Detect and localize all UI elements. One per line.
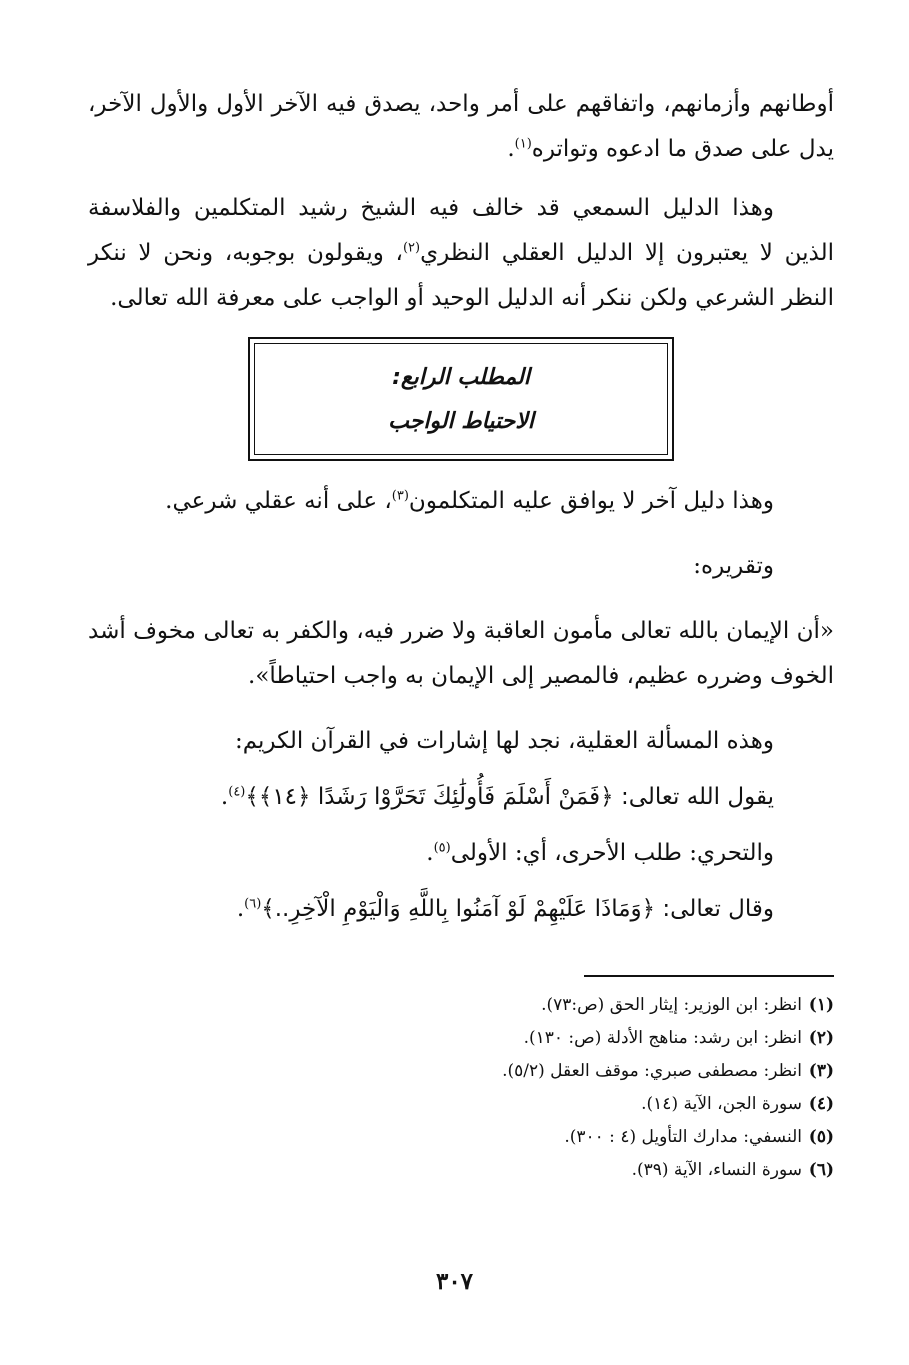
footnote-item bbox=[88, 989, 834, 1022]
footnote-number: (٢) bbox=[808, 1028, 834, 1048]
section-heading-title: المطلب الرابع: bbox=[392, 365, 530, 390]
footnote-text: انظر: مصطفى صبري: موقف العقل (٥/٢). bbox=[502, 1061, 802, 1081]
section-heading-box bbox=[248, 337, 674, 461]
taqrir-label: وتقريره: bbox=[693, 553, 774, 579]
footnotes-section bbox=[88, 975, 834, 1187]
page-number: ٣٠٧ bbox=[435, 1268, 474, 1295]
footnote-item bbox=[88, 1154, 834, 1187]
book-page bbox=[88, 82, 834, 1187]
line-tail: . bbox=[236, 896, 245, 922]
paragraph-sam-i-evidence bbox=[88, 186, 834, 321]
paragraph-intro bbox=[88, 479, 834, 524]
footnote-text: انظر: ابن الوزير: إيثار الحق (ص:٧٣). bbox=[541, 995, 802, 1015]
footnote-ref[interactable]: (٣) bbox=[391, 488, 409, 504]
footnote-ref[interactable]: (٥) bbox=[433, 840, 451, 856]
paragraph-text: وهذا الدليل السمعي قد خالف فيه الشيخ رشيد المتكلمين والفلاسفة الذين لا يعتبرون إلا الدليل العقلي النظري bbox=[88, 195, 834, 266]
quran-line bbox=[88, 769, 834, 825]
footnote-item bbox=[88, 1088, 834, 1121]
footnote-item bbox=[88, 1055, 834, 1088]
footnote-ref[interactable]: (٢) bbox=[402, 240, 421, 256]
footnote-ref[interactable]: (٤) bbox=[228, 784, 246, 800]
quran-line bbox=[88, 881, 834, 937]
footnote-text: سورة النساء، الآية (٣٩). bbox=[631, 1160, 802, 1180]
footnote-number: (٤) bbox=[808, 1094, 834, 1114]
footnote-text: انظر: ابن رشد: مناهج الأدلة (ص: ١٣٠). bbox=[523, 1028, 802, 1048]
paragraph-continuation bbox=[88, 82, 834, 172]
paragraph-tail: ، على أنه عقلي شرعي. bbox=[165, 488, 392, 514]
section-heading-inner bbox=[254, 343, 668, 455]
paragraph-tail: . bbox=[507, 136, 515, 162]
line-tail: . bbox=[426, 840, 434, 866]
footnote-number: (٥) bbox=[808, 1127, 834, 1147]
footnote-ref[interactable]: (١) bbox=[514, 136, 532, 152]
quote-paragraph: «أن الإيمان بالله تعالى مأمون العاقبة ولا ضرر فيه، والكفر به تعالى مخوف أشد الخوف وضرره عظيم، فالمصير إلى الإيمان به واجب احتياطاً». bbox=[88, 618, 834, 689]
paragraph-text: أوطانهم وأزمانهم، واتفاقهم على أمر واحد، يصدق فيه الآخر الأول والأول الآخر، يدل على صدق ما ادعوه وتواتره bbox=[88, 91, 834, 162]
footnote-number: (١) bbox=[808, 995, 834, 1015]
line-text: وهذه المسألة العقلية، نجد لها إشارات في القرآن الكريم: bbox=[234, 728, 774, 754]
footnote-divider bbox=[584, 975, 834, 977]
paragraph-tail: ، ويقولون بوجوبه، ونحن لا ننكر النظر الشرعي ولكن ننكر أنه الدليل الوحيد أو الواجب على معرفة الله تعالى. bbox=[88, 240, 834, 311]
paragraph-text: وهذا دليل آخر لا يوافق عليه المتكلمون bbox=[408, 488, 774, 514]
footnote-item bbox=[88, 1022, 834, 1055]
quran-verse: يقول الله تعالى: ﴿فَمَنْ أَسْلَمَ فَأُولَٰئِكَ تَحَرَّوْا رَشَدًا ﴿١٤﴾﴾ bbox=[245, 784, 774, 810]
section-heading-subtitle: الاحتياط الواجب bbox=[388, 409, 534, 434]
footnote-number: (٣) bbox=[808, 1061, 834, 1081]
quran-verse: وقال تعالى: ﴿وَمَاذَا عَلَيْهِمْ لَوْ آمَنُوا بِاللَّهِ وَالْيَوْمِ الْآخِرِ..﴾ bbox=[261, 896, 774, 922]
text-line bbox=[88, 713, 834, 769]
text-line bbox=[88, 825, 834, 881]
footnote-text: سورة الجن، الآية (١٤). bbox=[641, 1094, 802, 1114]
line-text: والتحري: طلب الأحرى، أي: الأولى bbox=[450, 840, 774, 866]
line-tail: . bbox=[220, 784, 229, 810]
footnote-text: النسفي: مدارك التأويل (٤ : ٣٠٠). bbox=[564, 1127, 802, 1147]
footnote-number: (٦) bbox=[808, 1160, 834, 1180]
footnote-ref[interactable]: (٦) bbox=[244, 896, 262, 912]
footnote-item bbox=[88, 1121, 834, 1154]
